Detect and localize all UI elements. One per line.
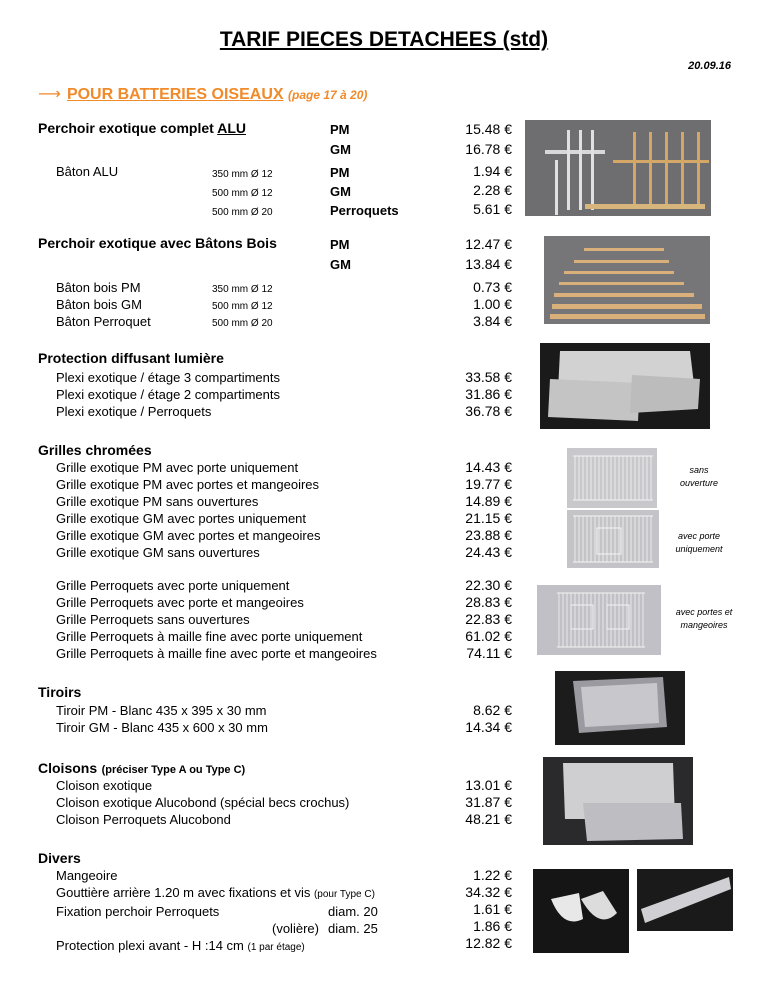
caption-avec-portes-mangeoires: avec portes et mangeoires: [675, 607, 733, 630]
grilles-exotique-list: Grille exotique PM avec porte uniquement Grille exotique PM avec portes et mangeoires Grille exotique PM sans ouvertures Grille exotique GM avec portes uniquement Grille exotique GM avec portes et mangeoires Grille exotique GM sans ouvertures: [56, 460, 321, 560]
perchoir-bois-prices: 12.47 € 13.84 €: [465, 236, 512, 272]
perchoir-alu-title: Perchoir exotique complet ALU: [38, 120, 246, 136]
arrow-icon: ⟶: [38, 86, 61, 103]
baton-alu-label: Bâton ALU: [56, 164, 119, 179]
tiroirs-prices: 8.62 € 14.34 €: [465, 702, 512, 735]
perchoir-bois-title: Perchoir exotique avec Bâtons Bois: [38, 235, 277, 251]
protection-photo: [540, 343, 710, 429]
perchoir-bois-photo: [544, 236, 710, 324]
tiroir-photo: [555, 671, 685, 745]
protection-title: Protection diffusant lumière: [38, 350, 224, 366]
tiroirs-list: Tiroir PM - Blanc 435 x 395 x 30 mm Tiroir GM - Blanc 435 x 600 x 30 mm: [56, 703, 268, 735]
date: 20.09.16: [688, 60, 731, 72]
cloisons-title: Cloisons (préciser Type A ou Type C): [38, 760, 246, 776]
caption-avec-porte: avec porte uniquement: [675, 531, 723, 554]
tiroirs-title: Tiroirs: [38, 684, 82, 700]
grilles-title: Grilles chromées: [38, 442, 152, 458]
grille-avec-porte-photo: [567, 510, 659, 568]
baton-alu-dims: 350 mm Ø 12 500 mm Ø 12 500 mm Ø 20: [212, 169, 273, 218]
divers-list: Mangeoire Gouttière arrière 1.20 m avec fixations et vis (pour Type C) Fixation perchoir Perroquets diam. 20 (volière) diam. 25 Protection plexi avant - H :14 cm (1 par étage): [56, 868, 378, 953]
protection-list: Plexi exotique / étage 3 compartiments Plexi exotique / étage 2 compartiments Plexi exotique / Perroquets: [56, 370, 281, 419]
mangeoire-photo: [533, 869, 629, 953]
section-title: POUR BATTERIES OISEAUX: [66, 86, 284, 103]
grilles-exotique-prices: 14.43 € 19.77 € 14.89 € 21.15 € 23.88 € 24.43 €: [465, 459, 512, 560]
perchoir-alu-photo: [525, 120, 711, 216]
page-title: TARIF PIECES DETACHEES (std): [219, 28, 549, 51]
baton-bois-list: Bâton bois PM Bâton bois GM Bâton Perroquet: [56, 280, 151, 329]
perchoir-alu-prices: 15.48 € 16.78 €: [465, 121, 512, 157]
cloisons-list: Cloison exotique Cloison exotique Alucobond (spécial becs crochus) Cloison Perroquets Alucobond: [56, 778, 350, 827]
caption-sans-ouverture: sans ouverture: [679, 465, 719, 488]
baton-bois-dims: 350 mm Ø 12 500 mm Ø 12 500 mm Ø 20: [212, 284, 273, 329]
section-heading: [38, 84, 367, 104]
grilles-perroquets-prices: 22.30 € 28.83 € 22.83 € 61.02 € 74.11 €: [465, 577, 512, 661]
baton-alu-sizes: PM GM Perroquets: [330, 165, 399, 218]
grilles-perroquets-list: Grille Perroquets avec porte uniquement Grille Perroquets avec porte et mangeoires Grille Perroquets sans ouvertures Grille Perroquets à maille fine avec porte uniquement Grille Perroquets à maille fine avec porte et mangeoires: [56, 578, 377, 661]
grille-sans-ouverture-photo: [567, 448, 657, 508]
baton-bois-prices: 0.73 € 1.00 € 3.84 €: [473, 279, 512, 329]
divers-prices: 1.22 € 34.32 € 1.61 € 1.86 € 12.82 €: [465, 867, 512, 951]
perchoir-alu-sizes: PM GM: [330, 122, 351, 157]
baton-alu-prices: 1.94 € 2.28 € 5.61 €: [473, 163, 512, 217]
gouttiere-photo: [637, 869, 733, 931]
grille-avec-portes-mangeoires-photo: [537, 585, 661, 655]
section-pages: (page 17 à 20): [288, 88, 368, 102]
cloisons-photo: [543, 757, 693, 845]
protection-prices: 33.58 € 31.86 € 36.78 €: [465, 369, 512, 419]
divers-title: Divers: [38, 850, 81, 866]
cloisons-prices: 13.01 € 31.87 € 48.21 €: [465, 777, 512, 827]
perchoir-bois-sizes: PM GM: [330, 237, 351, 272]
